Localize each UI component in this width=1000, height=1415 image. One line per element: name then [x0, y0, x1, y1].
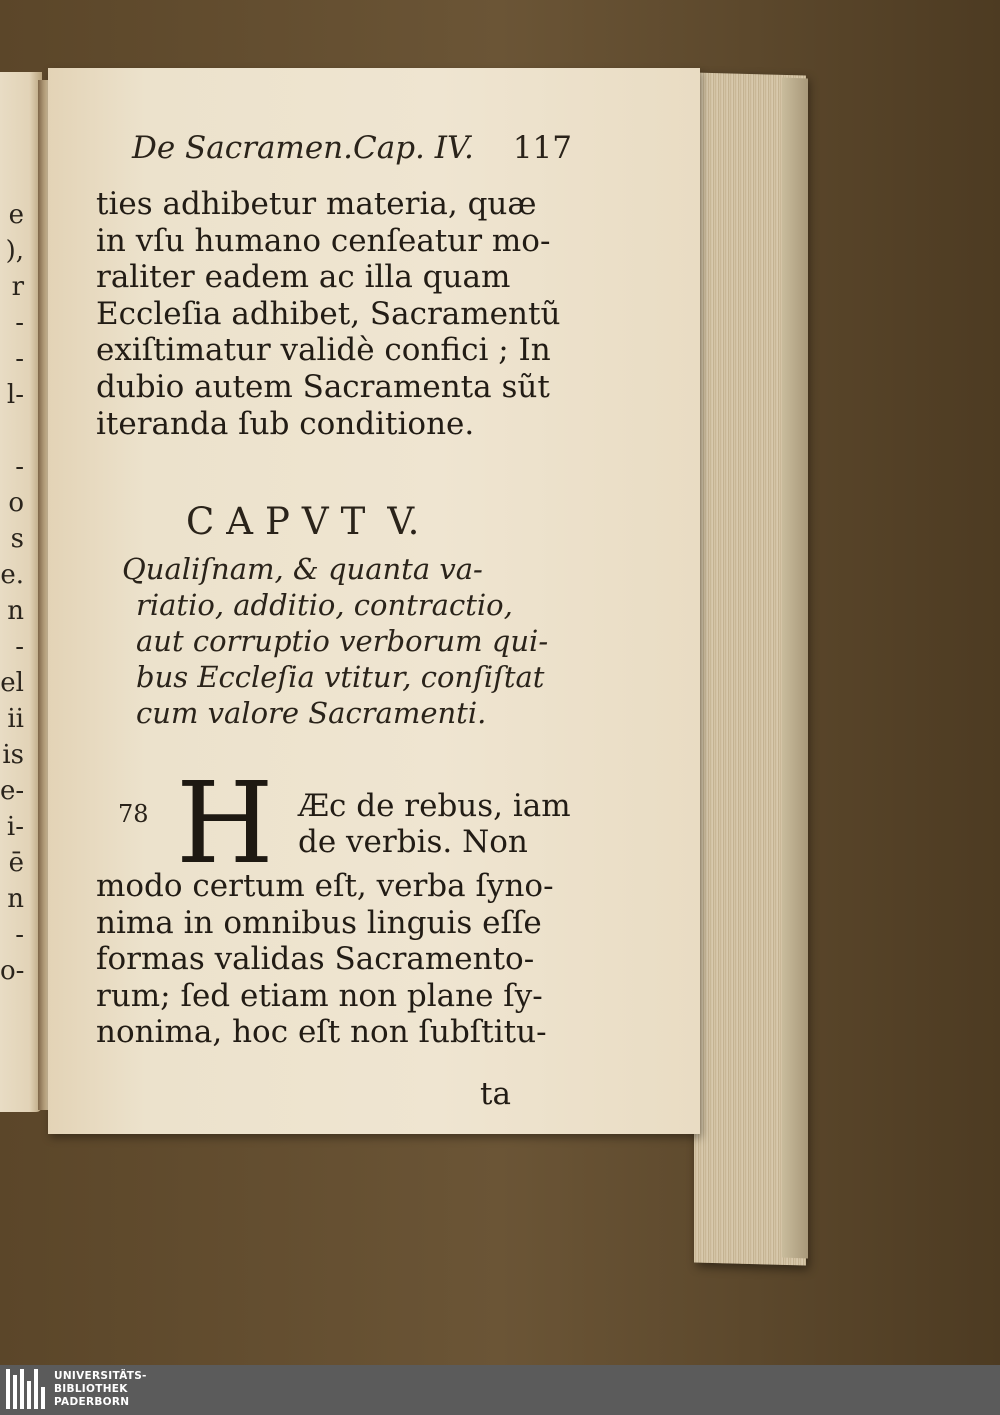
left-page-fragment: o- — [0, 956, 25, 986]
left-page-fragment: i- — [6, 812, 24, 842]
book-cover-edge — [782, 78, 808, 1259]
text-line: Æc de rebus, iam — [298, 788, 571, 824]
chapter-subtitle — [122, 551, 548, 731]
left-page-fragment: ), — [5, 236, 24, 266]
text-line: iteranda ſub conditione. — [96, 405, 475, 442]
subtitle-line: bus Eccleſia vtitur, conſiſtat — [136, 660, 545, 694]
text-line: formas validas Sacramento- — [96, 941, 535, 978]
paragraph-2 — [96, 868, 554, 1051]
library-logo-icon — [6, 1369, 48, 1409]
text-line: nima in omnibus linguis eſſe — [96, 904, 542, 941]
catchword: ta — [480, 1076, 511, 1112]
drop-cap: H — [176, 759, 274, 889]
left-page-fragment: n — [7, 884, 24, 914]
text-line: de verbis. Non — [298, 824, 528, 860]
library-footer — [0, 1365, 1000, 1415]
library-name-line: BIBLIOTHEK — [54, 1383, 128, 1395]
chapter-heading — [186, 500, 419, 543]
left-page-fragment: is — [2, 740, 24, 770]
library-name — [54, 1370, 147, 1409]
library-name-line: PADERBORN — [54, 1396, 130, 1408]
chapter-title: CAPVT — [186, 500, 378, 543]
left-page-fragment: r — [11, 272, 24, 302]
chapter-number: V. — [387, 500, 420, 543]
left-page-fragment: s — [10, 524, 24, 554]
text-line: raliter eadem ac illa quam — [96, 259, 511, 296]
left-page-fragments — [0, 200, 24, 992]
paragraph-2-cap-lines — [298, 788, 571, 860]
page-number: 117 — [512, 130, 572, 166]
paragraph-number: 78 — [118, 800, 149, 828]
left-page-fragment — [0, 416, 24, 452]
left-page-fragment: e — [8, 200, 24, 230]
text-line: in vſu humano cenſeatur mo- — [96, 222, 551, 259]
text-line: exiſtimatur validè confici ; In — [96, 332, 551, 369]
subtitle-line: riatio, additio, contractio, — [136, 588, 513, 622]
library-name-line: UNIVERSITÄTS- — [54, 1370, 147, 1382]
left-page-fragment: ē — [8, 848, 24, 878]
subtitle-line: aut corruptio verborum qui- — [136, 624, 549, 658]
paragraph-1 — [96, 186, 560, 442]
text-line: Eccleſia adhibet, Sacramentũ — [96, 295, 561, 332]
text-line: ties adhibetur materia, quæ — [96, 186, 537, 222]
left-page-fragment: l- — [6, 380, 24, 410]
subtitle-line: Qualiſnam, & quanta va- — [122, 552, 483, 586]
left-page-fragment: - — [15, 452, 24, 482]
left-page-fragment: e. — [0, 560, 24, 590]
left-page-fragment: - — [15, 344, 24, 374]
left-page-fragment: e- — [0, 776, 25, 806]
left-page-fragment: n — [7, 596, 24, 626]
left-page-fragment: ii — [7, 704, 24, 734]
left-page-fragment: el — [0, 668, 24, 698]
left-page-fragment: - — [15, 308, 24, 338]
running-header — [132, 130, 572, 166]
text-line: dubio autem Sacramenta sũt — [96, 368, 550, 405]
text-line: modo certum eſt, verba ſyno- — [96, 868, 554, 904]
left-page-fragment: - — [15, 632, 24, 662]
left-page-fragment: o — [8, 488, 24, 518]
text-line: nonima, hoc eſt non ſubſtitu- — [96, 1014, 547, 1051]
text-line: rum; ſed etiam non plane ſy- — [96, 977, 543, 1014]
running-title: De Sacramen.Cap. IV. — [132, 130, 474, 166]
left-page-fragment: - — [15, 920, 24, 950]
subtitle-line: cum valore Sacramenti. — [136, 696, 487, 730]
